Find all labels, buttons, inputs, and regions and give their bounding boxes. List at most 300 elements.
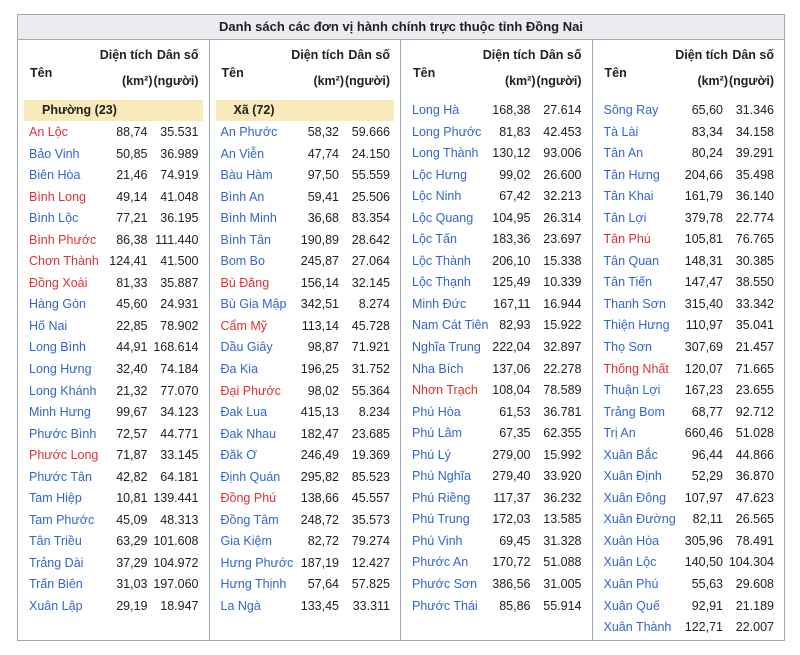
unit-name-link[interactable]: Chơn Thành	[29, 254, 99, 269]
table-row	[401, 423, 592, 445]
population-value: 139.441	[153, 491, 199, 506]
population-value: 111.440	[155, 232, 199, 247]
header-area: Diện tích	[291, 48, 344, 62]
table-row	[593, 402, 785, 424]
area-value: 55,63	[691, 577, 723, 592]
unit-name-link[interactable]: Long Thành	[412, 146, 479, 161]
header-name: Tên	[604, 66, 627, 80]
table-row	[210, 208, 401, 230]
population-value: 13.585	[543, 512, 582, 527]
unit-name-link[interactable]: Thuận Lợi	[603, 383, 661, 398]
table-row	[210, 165, 401, 187]
unit-name-link[interactable]: Bom Bo	[220, 254, 265, 269]
area-value: 660,46	[684, 426, 723, 441]
unit-name-link[interactable]: Đồng Xoài	[29, 275, 88, 290]
population-value: 78.902	[160, 318, 199, 333]
population-value: 34.158	[735, 124, 774, 139]
area-value: 50,85	[116, 146, 148, 161]
column-header	[18, 40, 209, 98]
unit-name-link[interactable]: Tân Tiến	[603, 275, 653, 290]
unit-name-link[interactable]: Xuân Định	[603, 469, 662, 484]
population-value: 30.385	[735, 253, 774, 268]
table-row	[18, 208, 209, 230]
unit-name-link[interactable]: Trị An	[603, 426, 636, 441]
population-value: 19.369	[351, 448, 390, 463]
area-value: 45,60	[116, 297, 148, 312]
table-row	[18, 402, 209, 424]
header-population-unit: (người)	[153, 74, 199, 88]
unit-name-link[interactable]: Long Bình	[29, 340, 86, 355]
unit-name-link[interactable]: Thọ Sơn	[603, 340, 652, 355]
table-row	[18, 122, 209, 144]
table-row	[18, 273, 209, 295]
unit-name-link[interactable]: Hưng Thịnh	[220, 577, 287, 592]
area-value: 183,36	[492, 232, 531, 247]
table-column	[18, 40, 210, 641]
unit-name-link[interactable]: Xuân Bắc	[603, 447, 658, 462]
table-column	[593, 40, 785, 641]
area-value: 71,87	[116, 448, 148, 463]
unit-name-link[interactable]: Thống Nhất	[603, 361, 669, 376]
table-row	[593, 315, 785, 337]
unit-name-link[interactable]: Hàng Gòn	[29, 297, 86, 312]
unit-name-link[interactable]: Tân Quan	[603, 253, 660, 268]
table-row	[18, 574, 209, 596]
area-value: 386,56	[492, 577, 531, 592]
area-value: 47,74	[307, 146, 339, 161]
table-row	[401, 359, 592, 381]
unit-name-link[interactable]: Phước Long	[29, 448, 99, 463]
area-value: 379,78	[684, 210, 723, 225]
area-value: 61,53	[499, 404, 531, 419]
header-population-unit: (người)	[536, 74, 582, 88]
unit-name-link[interactable]: Dầu Giây	[220, 340, 273, 355]
table-row	[210, 381, 401, 403]
table-row	[593, 531, 785, 553]
area-value: 82,72	[307, 534, 339, 549]
unit-name-link[interactable]: Xuân Hòa	[603, 533, 660, 548]
population-value: 55.559	[351, 168, 390, 183]
area-value: 148,31	[684, 253, 723, 268]
unit-name-link[interactable]: An Phước	[220, 125, 278, 139]
table-row	[210, 251, 401, 273]
area-value: 98,02	[307, 383, 339, 398]
population-value: 8.234	[358, 405, 390, 420]
population-value: 45.728	[351, 318, 390, 333]
unit-name-link[interactable]: Long Hà	[412, 103, 460, 117]
population-value: 32.145	[351, 275, 390, 290]
unit-name-link[interactable]: Tà Lài	[603, 124, 639, 139]
unit-name-link[interactable]: Long Khánh	[29, 383, 97, 398]
header-population: Dân số	[539, 48, 582, 62]
area-value: 92,91	[691, 598, 723, 613]
area-value: 187,19	[300, 555, 339, 570]
table-row	[593, 359, 785, 381]
table-row	[18, 316, 209, 338]
population-value: 29.608	[735, 577, 774, 592]
unit-name-link[interactable]: Xuân Thành	[603, 620, 672, 635]
table-row	[18, 187, 209, 209]
population-value: 74.184	[160, 362, 199, 377]
unit-name-link[interactable]: Bàu Hàm	[220, 168, 273, 183]
unit-name-link[interactable]: Lộc Thành	[412, 253, 471, 268]
table-row	[210, 122, 401, 144]
area-value: 108,04	[492, 383, 531, 398]
area-value: 83,34	[691, 124, 723, 139]
population-value: 23.655	[735, 383, 774, 398]
area-value: 415,13	[300, 405, 339, 420]
table-row	[18, 381, 209, 403]
population-value: 26.314	[543, 210, 582, 225]
table-row	[401, 208, 592, 230]
unit-name-link[interactable]: Phú Vinh	[412, 533, 463, 548]
unit-name-link[interactable]: Đồng Phú	[220, 491, 277, 506]
table-row	[210, 596, 401, 618]
table-row	[210, 337, 401, 359]
column-header	[210, 40, 401, 98]
unit-name-link[interactable]: An Lộc	[29, 125, 68, 139]
unit-name-link[interactable]: Xuân Lập	[29, 599, 83, 614]
header-area-unit: (km²)	[697, 74, 728, 88]
unit-name-link[interactable]: Nhơn Trạch	[412, 383, 478, 398]
unit-name-link[interactable]: Nghĩa Trung	[412, 340, 481, 355]
unit-name-link[interactable]: Phú Hòa	[412, 404, 461, 419]
unit-name-link[interactable]: Đa Kia	[220, 362, 259, 377]
area-value: 81,83	[499, 124, 531, 139]
population-value: 41.048	[160, 189, 199, 204]
population-value: 45.557	[351, 491, 390, 506]
unit-name-link[interactable]: Đăk Ơ	[220, 448, 257, 463]
table-row	[210, 531, 401, 553]
area-value: 32,40	[116, 362, 148, 377]
area-value: 167,11	[493, 296, 531, 311]
unit-name-link[interactable]: Nam Cát Tiên	[412, 318, 489, 333]
area-value: 31,03	[116, 577, 148, 592]
unit-name-link[interactable]: Gia Kiệm	[220, 534, 272, 549]
area-value: 245,87	[300, 254, 339, 269]
table-row	[401, 509, 592, 531]
population-value: 93.006	[543, 146, 582, 161]
table-row	[593, 509, 785, 531]
unit-name-link[interactable]: Trảng Dài	[29, 555, 84, 570]
area-value: 246,49	[300, 448, 339, 463]
area-value: 80,24	[691, 146, 723, 161]
table-row	[18, 445, 209, 467]
population-value: 48.313	[160, 512, 199, 527]
area-value: 196,25	[300, 362, 339, 377]
table-row	[593, 380, 785, 402]
unit-name-link[interactable]: Lộc Quang	[412, 210, 474, 225]
unit-name-link[interactable]: Đại Phước	[220, 383, 281, 398]
table-row	[401, 337, 592, 359]
unit-name-link[interactable]: Bình An	[220, 189, 265, 204]
unit-name-link[interactable]: An Viễn	[220, 146, 265, 161]
table-row	[401, 380, 592, 402]
population-value: 27.064	[351, 254, 390, 269]
unit-name-link[interactable]: Xuân Phú	[603, 577, 659, 592]
unit-name-link[interactable]: Tam Hiệp	[29, 491, 82, 506]
table-row	[593, 272, 785, 294]
unit-name-link[interactable]: Bình Lộc	[29, 211, 79, 226]
population-value: 101.608	[153, 534, 199, 549]
unit-name-link[interactable]: Bình Minh	[220, 211, 277, 226]
group-label: Xã (72)	[233, 103, 275, 117]
rows-container	[18, 98, 209, 618]
unit-name-link[interactable]: Biên Hòa	[29, 168, 81, 183]
population-value: 32.897	[543, 340, 582, 355]
area-value: 138,66	[300, 491, 339, 506]
area-value: 82,11	[692, 512, 723, 527]
unit-name-link[interactable]: Tam Phước	[29, 512, 95, 527]
table-row	[18, 337, 209, 359]
area-value: 137,06	[492, 361, 531, 376]
table-row	[18, 424, 209, 446]
area-value: 29,19	[116, 599, 148, 614]
table-row	[401, 122, 592, 144]
header-area: Diện tích	[675, 48, 728, 62]
unit-name-link[interactable]: Tân Khai	[603, 189, 654, 204]
table-row	[210, 445, 401, 467]
table-row	[593, 596, 785, 618]
unit-name-link[interactable]: Bù Đăng	[220, 275, 270, 290]
table-row	[593, 251, 785, 273]
rows-container	[210, 98, 401, 618]
unit-name-link[interactable]: Tân Lợi	[603, 210, 647, 225]
unit-name-link[interactable]: Trảng Bom	[603, 404, 665, 419]
area-value: 105,81	[684, 232, 723, 247]
population-value: 74.919	[160, 168, 199, 183]
area-value: 44,91	[116, 340, 148, 355]
column-header	[593, 40, 785, 98]
table-column	[401, 40, 593, 641]
header-population-unit: (người)	[728, 74, 774, 88]
table-row	[401, 315, 592, 337]
unit-name-link[interactable]: Thiện Hưng	[603, 318, 670, 333]
table-row	[401, 251, 592, 273]
area-value: 99,02	[499, 167, 531, 182]
population-value: 77.070	[160, 383, 199, 398]
unit-name-link[interactable]: Bảo Vinh	[29, 146, 80, 161]
unit-name-link[interactable]: Tân Phú	[603, 232, 651, 247]
table-title: Danh sách các đơn vị hành chính trực thuộc tỉnh Đồng Nai	[18, 15, 784, 40]
area-value: 22,85	[116, 318, 148, 333]
population-value: 76.765	[735, 232, 774, 247]
area-value: 58,32	[307, 125, 339, 139]
unit-name-link[interactable]: Sông Ray	[603, 103, 659, 117]
unit-name-link[interactable]: Phước Tân	[29, 469, 92, 484]
population-value: 33.311	[352, 599, 390, 614]
population-value: 36.232	[543, 490, 582, 505]
unit-name-link[interactable]: Xuân Quế	[603, 598, 660, 613]
table-row	[401, 272, 592, 294]
area-value: 45,09	[116, 512, 148, 527]
unit-name-link[interactable]: Minh Hưng	[29, 405, 91, 420]
unit-name-link[interactable]: Phước An	[412, 555, 469, 570]
header-population: Dân số	[156, 48, 199, 62]
admin-units-table	[17, 14, 785, 641]
unit-name-link[interactable]: Xuân Đường	[603, 512, 676, 527]
unit-name-link[interactable]: Đồng Tâm	[220, 512, 279, 527]
header-area: Diện tích	[99, 48, 153, 62]
population-value: 25.506	[351, 189, 390, 204]
unit-name-link[interactable]: Hố Nai	[29, 318, 68, 333]
area-value: 279,00	[492, 447, 531, 462]
area-value: 295,82	[300, 469, 339, 484]
header-population: Dân số	[732, 48, 774, 62]
area-value: 190,89	[300, 232, 339, 247]
table-row	[18, 510, 209, 532]
area-value: 97,50	[307, 168, 339, 183]
unit-name-link[interactable]: Nha Bích	[412, 361, 464, 376]
unit-name-link[interactable]: Tân Triều	[29, 534, 82, 549]
unit-name-link[interactable]: Phước Bình	[29, 426, 97, 441]
area-value: 156,14	[300, 275, 339, 290]
unit-name-link[interactable]: Lộc Hưng	[412, 167, 467, 182]
area-value: 86,38	[116, 232, 148, 247]
population-value: 23.685	[351, 426, 390, 441]
table-row	[401, 143, 592, 165]
area-value: 113,14	[301, 318, 339, 333]
population-value: 26.565	[735, 512, 774, 527]
unit-name-link[interactable]: Cẩm Mỹ	[220, 318, 268, 333]
unit-name-link[interactable]: Đak Lua	[220, 405, 268, 420]
area-value: 206,10	[492, 253, 531, 268]
population-value: 51.088	[543, 555, 582, 570]
unit-name-link[interactable]: Long Hưng	[29, 362, 92, 377]
population-value: 31.005	[543, 577, 582, 592]
area-value: 133,45	[300, 599, 339, 614]
population-value: 41.500	[160, 254, 199, 269]
unit-name-link[interactable]: Phước Thái	[412, 598, 478, 613]
table-row	[18, 230, 209, 252]
table-row	[210, 359, 401, 381]
unit-name-link[interactable]: Long Phước	[412, 124, 482, 139]
area-value: 168,38	[492, 103, 531, 117]
population-value: 83.354	[351, 211, 390, 226]
population-value: 35.498	[735, 167, 774, 182]
table-row	[593, 574, 785, 596]
area-value: 315,40	[684, 296, 723, 311]
table-row	[210, 424, 401, 446]
table-row	[593, 122, 785, 144]
unit-name-link[interactable]: Lộc Ninh	[412, 189, 462, 204]
header-name: Tên	[413, 66, 436, 80]
unit-name-link[interactable]: Phú Lý	[412, 447, 451, 462]
table-row	[18, 596, 209, 618]
area-value: 10,81	[116, 491, 148, 506]
area-value: 59,41	[307, 189, 339, 204]
unit-name-link[interactable]: Bù Gia Mập	[220, 297, 287, 312]
header-population: Dân số	[348, 48, 390, 62]
unit-name-link[interactable]: Tân An	[603, 146, 644, 161]
population-value: 24.931	[160, 297, 199, 312]
population-value: 78.589	[543, 383, 582, 398]
table-row	[593, 186, 785, 208]
table-row	[593, 100, 785, 122]
table-row	[210, 574, 401, 596]
area-value: 99,67	[116, 405, 148, 420]
header-name: Tên	[30, 66, 53, 80]
table-row	[401, 596, 592, 618]
unit-name-link[interactable]: Tân Hưng	[603, 167, 660, 182]
header-area-unit: (km²)	[121, 74, 153, 88]
unit-name-link[interactable]: Định Quán	[220, 469, 281, 484]
header-name: Tên	[221, 66, 244, 80]
population-value: 26.600	[543, 167, 582, 182]
area-value: 36,68	[307, 211, 339, 226]
header-area: Diện tích	[482, 48, 536, 62]
unit-name-link[interactable]: La Ngà	[220, 599, 261, 614]
unit-name-link[interactable]: Bình Phước	[29, 232, 97, 247]
unit-name-link[interactable]: Xuân Đông	[603, 490, 667, 505]
unit-name-link[interactable]: Bình Tân	[220, 232, 272, 247]
population-value: 24.150	[351, 146, 390, 161]
unit-name-link[interactable]: Xuân Lộc	[603, 555, 657, 570]
area-value: 167,23	[684, 383, 723, 398]
unit-name-link[interactable]: Trấn Biên	[29, 577, 83, 592]
population-value: 51.028	[735, 426, 774, 441]
population-value: 85.523	[351, 469, 390, 484]
unit-name-link[interactable]: Phú Riềng	[412, 490, 471, 505]
table-row	[210, 144, 401, 166]
unit-name-link[interactable]: Phú Trung	[412, 512, 470, 527]
population-value: 62.355	[543, 426, 582, 441]
population-value: 36.870	[735, 469, 774, 484]
table-row	[210, 402, 401, 424]
table-column	[210, 40, 402, 641]
unit-name-link[interactable]: Phú Lâm	[412, 426, 463, 441]
population-value: 38.550	[735, 275, 774, 290]
table-row	[210, 294, 401, 316]
population-value: 28.642	[351, 232, 390, 247]
area-value: 68,77	[691, 404, 723, 419]
table-row	[210, 553, 401, 575]
area-value: 342,51	[300, 297, 339, 312]
table-row	[210, 510, 401, 532]
population-value: 44.771	[160, 426, 199, 441]
area-value: 85,86	[499, 598, 531, 613]
unit-name-link[interactable]: Thanh Sơn	[603, 296, 666, 311]
area-value: 140,50	[684, 555, 723, 570]
population-value: 15.338	[543, 253, 582, 268]
unit-name-link[interactable]: Phú Nghĩa	[412, 469, 472, 484]
population-value: 31.346	[735, 103, 774, 117]
table-row	[593, 466, 785, 488]
table-row	[18, 531, 209, 553]
unit-name-link[interactable]: Lộc Tấn	[412, 232, 457, 247]
header-population-unit: (người)	[344, 74, 390, 88]
unit-name-link[interactable]: Lộc Thạnh	[412, 275, 471, 290]
population-value: 22.278	[543, 361, 582, 376]
population-value: 168.614	[153, 340, 199, 355]
unit-name-link[interactable]: Đak Nhau	[220, 426, 277, 441]
table-row	[18, 488, 209, 510]
unit-name-link[interactable]: Bình Long	[29, 189, 86, 204]
area-value: 182,47	[300, 426, 339, 441]
rows-container	[593, 98, 785, 639]
unit-name-link[interactable]: Phước Sơn	[412, 577, 478, 592]
area-value: 161,79	[684, 189, 723, 204]
population-value: 34.123	[160, 405, 199, 420]
unit-name-link[interactable]: Minh Đức	[412, 296, 467, 311]
group-header	[24, 100, 203, 121]
population-value: 35.573	[351, 512, 390, 527]
population-value: 22.007	[735, 620, 774, 635]
unit-name-link[interactable]: Hưng Phước	[220, 555, 294, 570]
table-row	[593, 337, 785, 359]
table-row	[18, 359, 209, 381]
area-value: 120,07	[684, 361, 723, 376]
